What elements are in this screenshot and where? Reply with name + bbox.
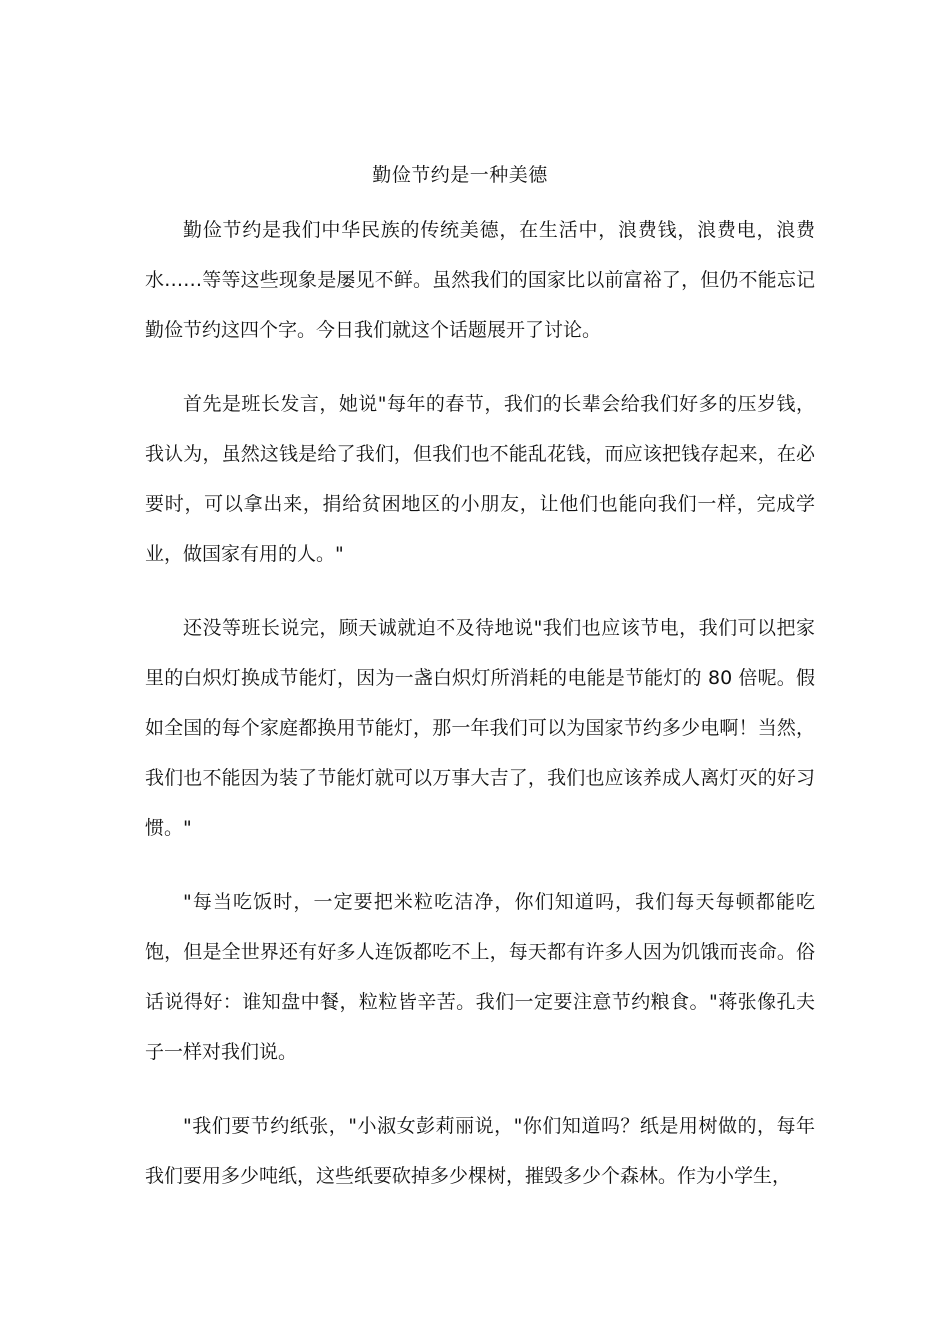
document-title: 勤俭节约是一种美德 [372,164,548,186]
document-body [145,205,815,1225]
paragraph: 还没等班长说完，顾天诚就迫不及待地说"我们也应该节电，我们可以把家里的白炽灯换成节能灯，因为一盏白炽灯所消耗的电能是节能灯的 80 倍呢。假如全国的每个家庭都换用节能灯，那一年我们可以为国家节约多少电啊！当然，我们也不能因为装了节能灯就可以万事大吉了，我们也应该养成人离灯灭的好习惯。" [145,617,815,839]
paragraph: 首先是班长发言，她说"每年的春节，我们的长辈会给我们好多的压岁钱，我认为，虽然这钱是给了我们，但我们也不能乱花钱，而应该把钱存起来，在必要时，可以拿出来，捐给贫困地区的小朋友，让他们也能向我们一样，完成学业，做国家有用的人。" [145,393,815,565]
paragraph: "每当吃饭时，一定要把米粒吃洁净，你们知道吗，我们每天每顿都能吃饱，但是全世界还有好多人连饭都吃不上，每天都有许多人因为饥饿而丧命。俗话说得好：谁知盘中餐，粒粒皆辛苦。我们一定要注意节约粮食。"蒋张像孔夫子一样对我们说。 [145,891,815,1063]
paragraph: "我们要节约纸张，"小淑女彭莉丽说，"你们知道吗？纸是用树做的，每年我们要用多少吨纸，这些纸要砍掉多少棵树，摧毁多少个森林。作为小学生， [145,1115,815,1187]
paragraph: 勤俭节约是我们中华民族的传统美德，在生活中，浪费钱，浪费电，浪费水……等等这些现象是屡见不鲜。虽然我们的国家比以前富裕了，但仍不能忘记勤俭节约这四个字。今日我们就这个话题展开了讨论。 [145,219,815,341]
